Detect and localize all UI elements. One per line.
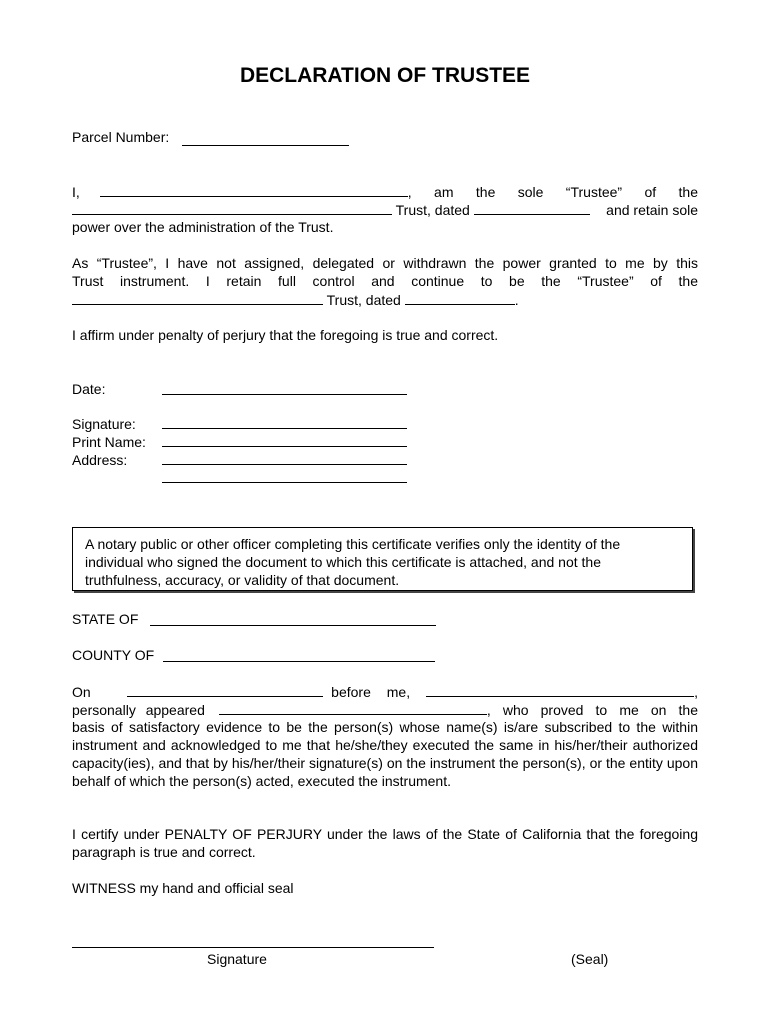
- para1-trust-dated: Trust, dated: [392, 202, 474, 218]
- on-text: On: [72, 684, 91, 700]
- parcel-number-label: Parcel Number:: [72, 129, 170, 145]
- on-rest-text: basis of satisfactory evidence to be the person(s) whose name(s) is/are subscribed to the within instrument and acknowledged to me that he/she/they executed the same in his/her/their authorized capacity(ies), and that by his/her/their signature(s) on the instrument the person(s), or the entity upon behalf of which the person(s) acted, executed the instrument.: [72, 719, 698, 789]
- before-me-text: before me,: [331, 684, 411, 700]
- para2-line2-text: Trust instrument. I retain full control and continue to be the “Trustee” of the: [72, 273, 698, 289]
- certify-statement: I certify under PENALTY OF PERJURY under the laws of the State of California that the foregoing paragraph is true and correct.: [72, 826, 698, 860]
- notary-name-blank[interactable]: [426, 682, 694, 697]
- para1-line2: [72, 200, 698, 218]
- parcel-number-blank[interactable]: [182, 145, 349, 146]
- witness-statement: WITNESS my hand and official seal: [72, 880, 294, 896]
- signature-blank[interactable]: [162, 428, 407, 429]
- address-label: Address:: [72, 452, 128, 468]
- para1-am-sole: [408, 183, 698, 201]
- para1-line1: [72, 182, 698, 200]
- county-label: COUNTY OF: [72, 647, 155, 663]
- signature-caption: Signature: [207, 951, 267, 967]
- para2-trust-date-blank[interactable]: [405, 290, 515, 305]
- para1-i: I,: [72, 184, 80, 200]
- para1-am-text: , am the sole “Trustee” of the: [407, 184, 698, 200]
- para2-line1: [72, 254, 698, 272]
- notary-signature-line[interactable]: [72, 947, 434, 948]
- trust-name-blank[interactable]: [72, 200, 392, 215]
- date-blank[interactable]: [162, 394, 407, 395]
- para2-line3: [72, 290, 698, 308]
- state-blank[interactable]: [150, 625, 436, 626]
- trustee-name-blank[interactable]: [100, 182, 408, 197]
- trust-date-blank[interactable]: [474, 200, 590, 215]
- on-date-blank[interactable]: [127, 682, 323, 697]
- para2-period: .: [514, 292, 519, 308]
- document-title: DECLARATION OF TRUSTEE: [239, 64, 531, 87]
- para2-line1-text: As “Trustee”, I have not assigned, delegated or withdrawn the power granted to me by this: [72, 255, 698, 271]
- who-proved-text: , who proved to me on the: [486, 702, 698, 718]
- para2-line2: [72, 272, 698, 290]
- on-line2: [72, 700, 698, 718]
- para2-trust-dated: Trust, dated: [323, 292, 405, 308]
- para1-retain: and retain sole: [606, 202, 698, 218]
- para2-trust-name-blank[interactable]: [72, 290, 323, 305]
- state-label: STATE OF: [72, 611, 139, 627]
- personally-appeared-text: personally appeared: [72, 702, 205, 718]
- print-name-label: Print Name:: [72, 434, 146, 450]
- address-blank-1[interactable]: [162, 464, 407, 465]
- seal-caption: (Seal): [571, 951, 609, 967]
- para1-line3: power over the administration of the Trust.: [72, 219, 334, 235]
- signature-label: Signature:: [72, 416, 136, 432]
- on-comma: ,: [694, 684, 698, 700]
- appeared-name-blank[interactable]: [219, 700, 487, 715]
- address-blank-2[interactable]: [162, 482, 407, 483]
- print-name-blank[interactable]: [162, 446, 407, 447]
- notary-disclaimer-text: A notary public or other officer completing this certificate verifies only the identity of the individual who signed the document to which this certificate is attached, and not the truthfulness, accuracy, or validity of that document.: [85, 536, 621, 588]
- on-line1: [72, 682, 698, 700]
- affirm-statement: I affirm under penalty of perjury that the foregoing is true and correct.: [72, 327, 499, 343]
- notary-disclaimer-box: [72, 527, 693, 591]
- county-blank[interactable]: [163, 661, 435, 662]
- date-label: Date:: [72, 381, 106, 397]
